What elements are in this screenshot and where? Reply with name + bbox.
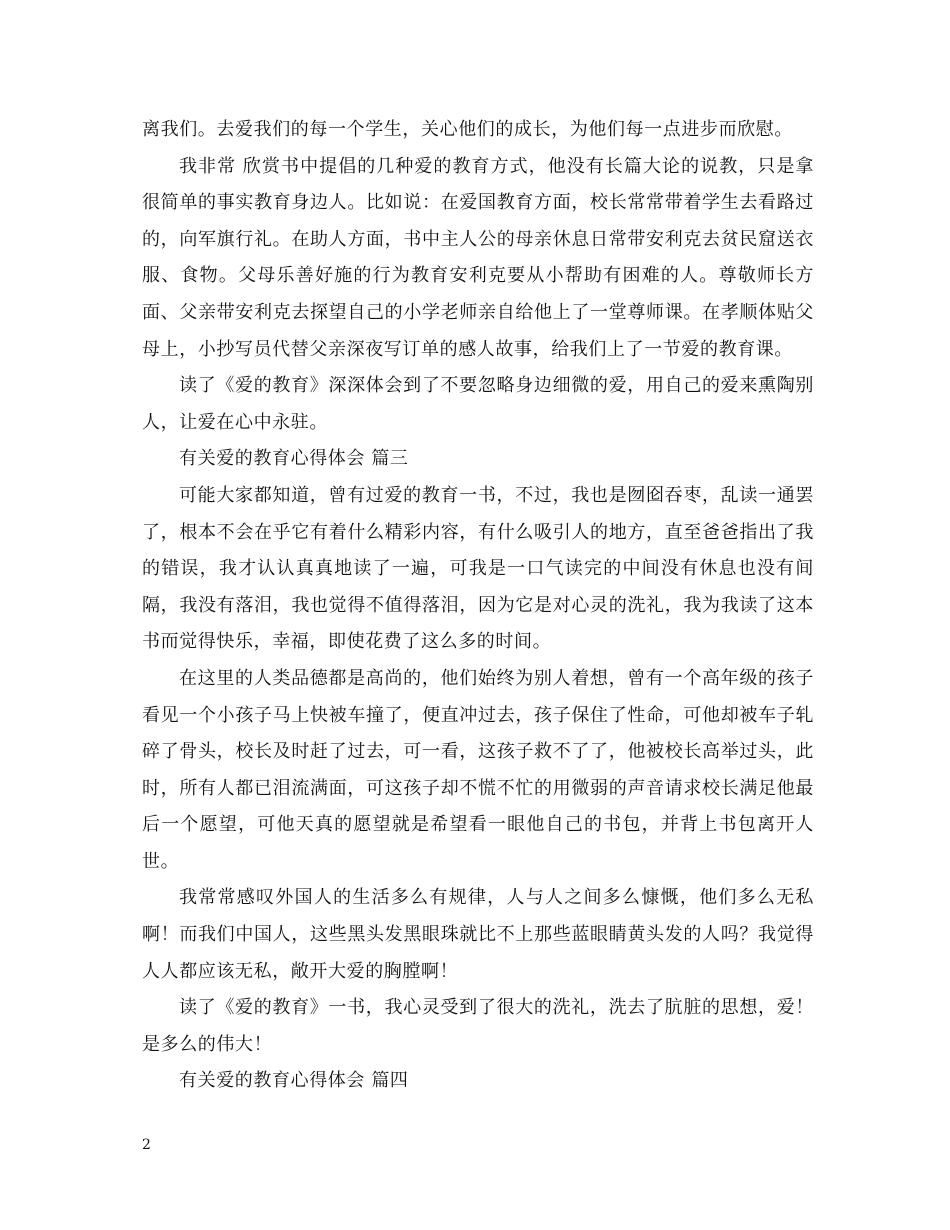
section-heading-part-three: 有关爱的教育心得体会 篇三 bbox=[179, 448, 409, 470]
section-heading-part-four: 有关爱的教育心得体会 篇四 bbox=[179, 1070, 409, 1092]
paragraph: 在这里的人类品德都是高尚的，他们始终为别人着想，曾有一个高年级的孩子看见一个小孩子马上快被车撞了，便直冲过去，孩子保住了性命，可他却被车子轧碎了骨头，校长及时赶了过去，可一看，这孩子救不了了，他被校长高举过头，此时，所有人都已泪流满面，可这孩子却不慌不忙的用微弱的声音请求校长满足他最后一个愿望，可他天真的愿望就是希望看一眼他自己的书包，并背上书包离开人世。 bbox=[142, 667, 814, 872]
paragraph: 我非常 欣赏书中提倡的几种爱的教育方式，他没有长篇大论的说教，只是拿很简单的事实教育身边人。比如说：在爱国教育方面，校长常常带着学生去看路过的，向军旗行礼。在助人方面，书中主人公的母亲休息日常带安利克去贫民窟送衣服、食物。父母乐善好施的行为教育安利克要从小帮助有困难的人。尊敬师长方面、父亲带安利克去探望自己的小学老师亲自给他上了一堂尊师课。在孝顺体贴父母上，小抄写员代替父亲深夜写订单的感人故事，给我们上了一节爱的教育课。 bbox=[142, 155, 814, 360]
paragraph: 我常常感叹外国人的生活多么有规律，人与人之间多么慷慨，他们多么无私啊！而我们中国人，这些黑头发黑眼珠就比不上那些蓝眼睛黄头发的人吗？我觉得人人都应该无私，敞开大爱的胸膛啊！ bbox=[142, 887, 814, 982]
document-body bbox=[142, 112, 814, 1100]
paragraph: 可能大家都知道，曾有过爱的教育一书，不过，我也是囫囵吞枣，乱读一通罢了，根本不会在乎它有着什么精彩内容，有什么吸引人的地方，直至爸爸指出了我的错误，我才认认真真地读了一遍，可我是一口气读完的中间没有休息也没有间隔，我没有落泪，我也觉得不值得落泪，因为它是对心灵的洗礼，我为我读了这本书而觉得快乐，幸福，即使花费了这么多的时间。 bbox=[142, 484, 814, 653]
paragraph: 读了《爱的教育》一书，我心灵受到了很大的洗礼，洗去了肮脏的思想，爱！是多么的伟大！ bbox=[142, 997, 814, 1055]
paragraph-continuation: 离我们。去爱我们的每一个学生，关心他们的成长，为他们每一点进步而欣慰。 bbox=[142, 119, 793, 140]
page-number: 2 bbox=[142, 1137, 151, 1153]
paragraph: 读了《爱的教育》深深体会到了不要忽略身边细微的爱，用自己的爱来熏陶别人，让爱在心中永驻。 bbox=[142, 375, 814, 433]
